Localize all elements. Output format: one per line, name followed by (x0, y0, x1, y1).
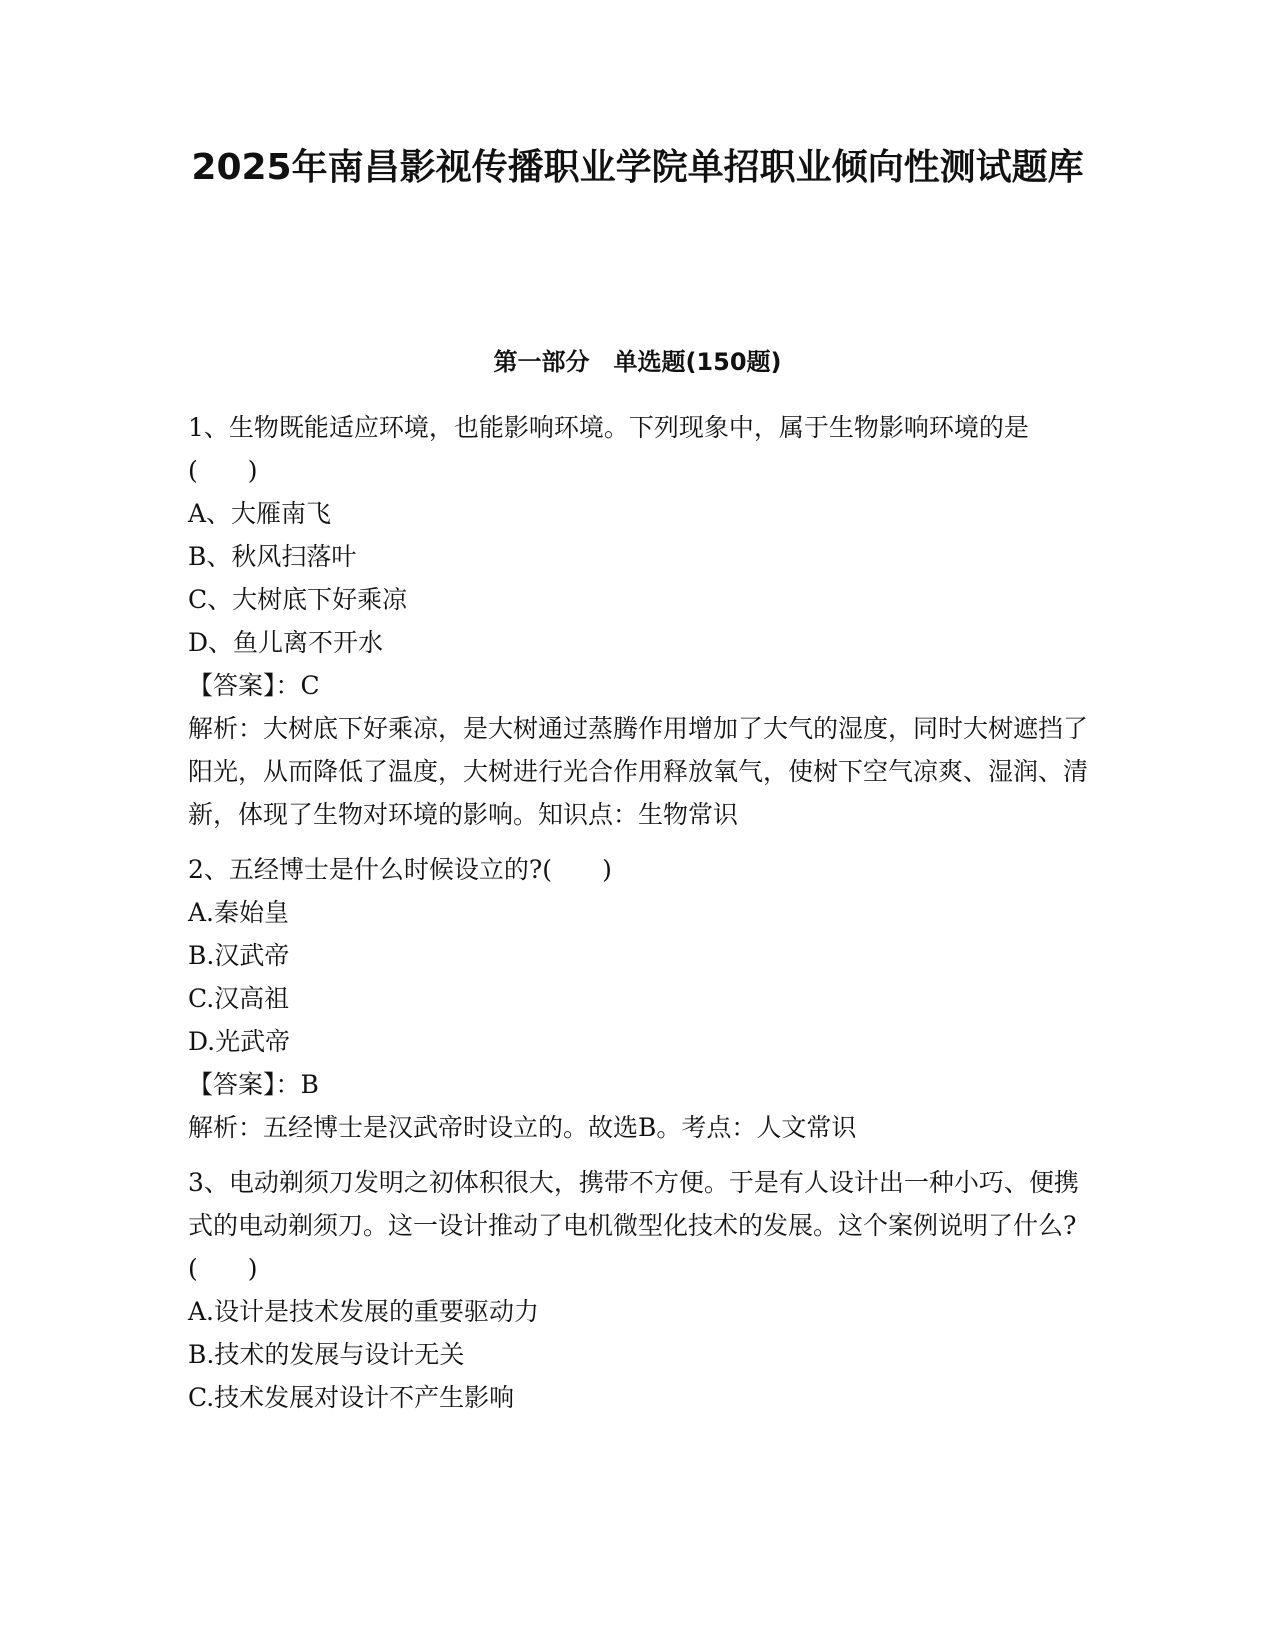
option-c: C.技术发展对设计不产生影响 (188, 1383, 515, 1412)
option-b: B.汉武帝 (188, 941, 290, 970)
section-title: 第一部分 单选题(150题) (493, 348, 782, 376)
question-stem: 3、电动剃须刀发明之初体积很大，携带不方便。于是有人设计出一种小巧、便携式的电动剃须刀。这一设计推动了电机微型化技术的发展。这个案例说明了什么?( ) (188, 1168, 1079, 1283)
question-3 (188, 1161, 1088, 1419)
analysis-text: 解析：五经博士是汉武帝时设立的。故选B。考点：人文常识 (188, 1113, 857, 1142)
option-b: B.技术的发展与设计无关 (188, 1340, 465, 1369)
document-title: 2025年南昌影视传播职业学院单招职业倾向性测试题库 (191, 147, 1084, 188)
question-2 (188, 848, 1088, 1149)
option-d: D.光武帝 (188, 1027, 291, 1056)
option-a: A.设计是技术发展的重要驱动力 (188, 1297, 540, 1326)
question-1 (188, 406, 1088, 836)
question-stem: 1、生物既能适应环境，也能影响环境。下列现象中，属于生物影响环境的是( ) (188, 413, 1029, 485)
answer-line: 【答案】：C (188, 671, 320, 700)
option-c: C.汉高祖 (188, 984, 290, 1013)
answer-line: 【答案】：B (188, 1070, 319, 1099)
option-d: D、鱼儿离不开水 (188, 628, 384, 657)
option-b: B、秋风扫落叶 (188, 542, 357, 571)
option-a: A.秦始皇 (188, 898, 290, 927)
analysis-text: 解析：大树底下好乘凉，是大树通过蒸腾作用增加了大气的湿度，同时大树遮挡了阳光，从而降低了温度，大树进行光合作用释放氧气，使树下空气凉爽、湿润、清新，体现了生物对环境的影响。知识点：生物常识 (188, 714, 1089, 829)
question-list (188, 406, 1088, 1431)
option-a: A、大雁南飞 (188, 499, 332, 528)
question-stem: 2、五经博士是什么时候设立的?( ) (188, 855, 612, 884)
option-c: C、大树底下好乘凉 (188, 585, 408, 614)
